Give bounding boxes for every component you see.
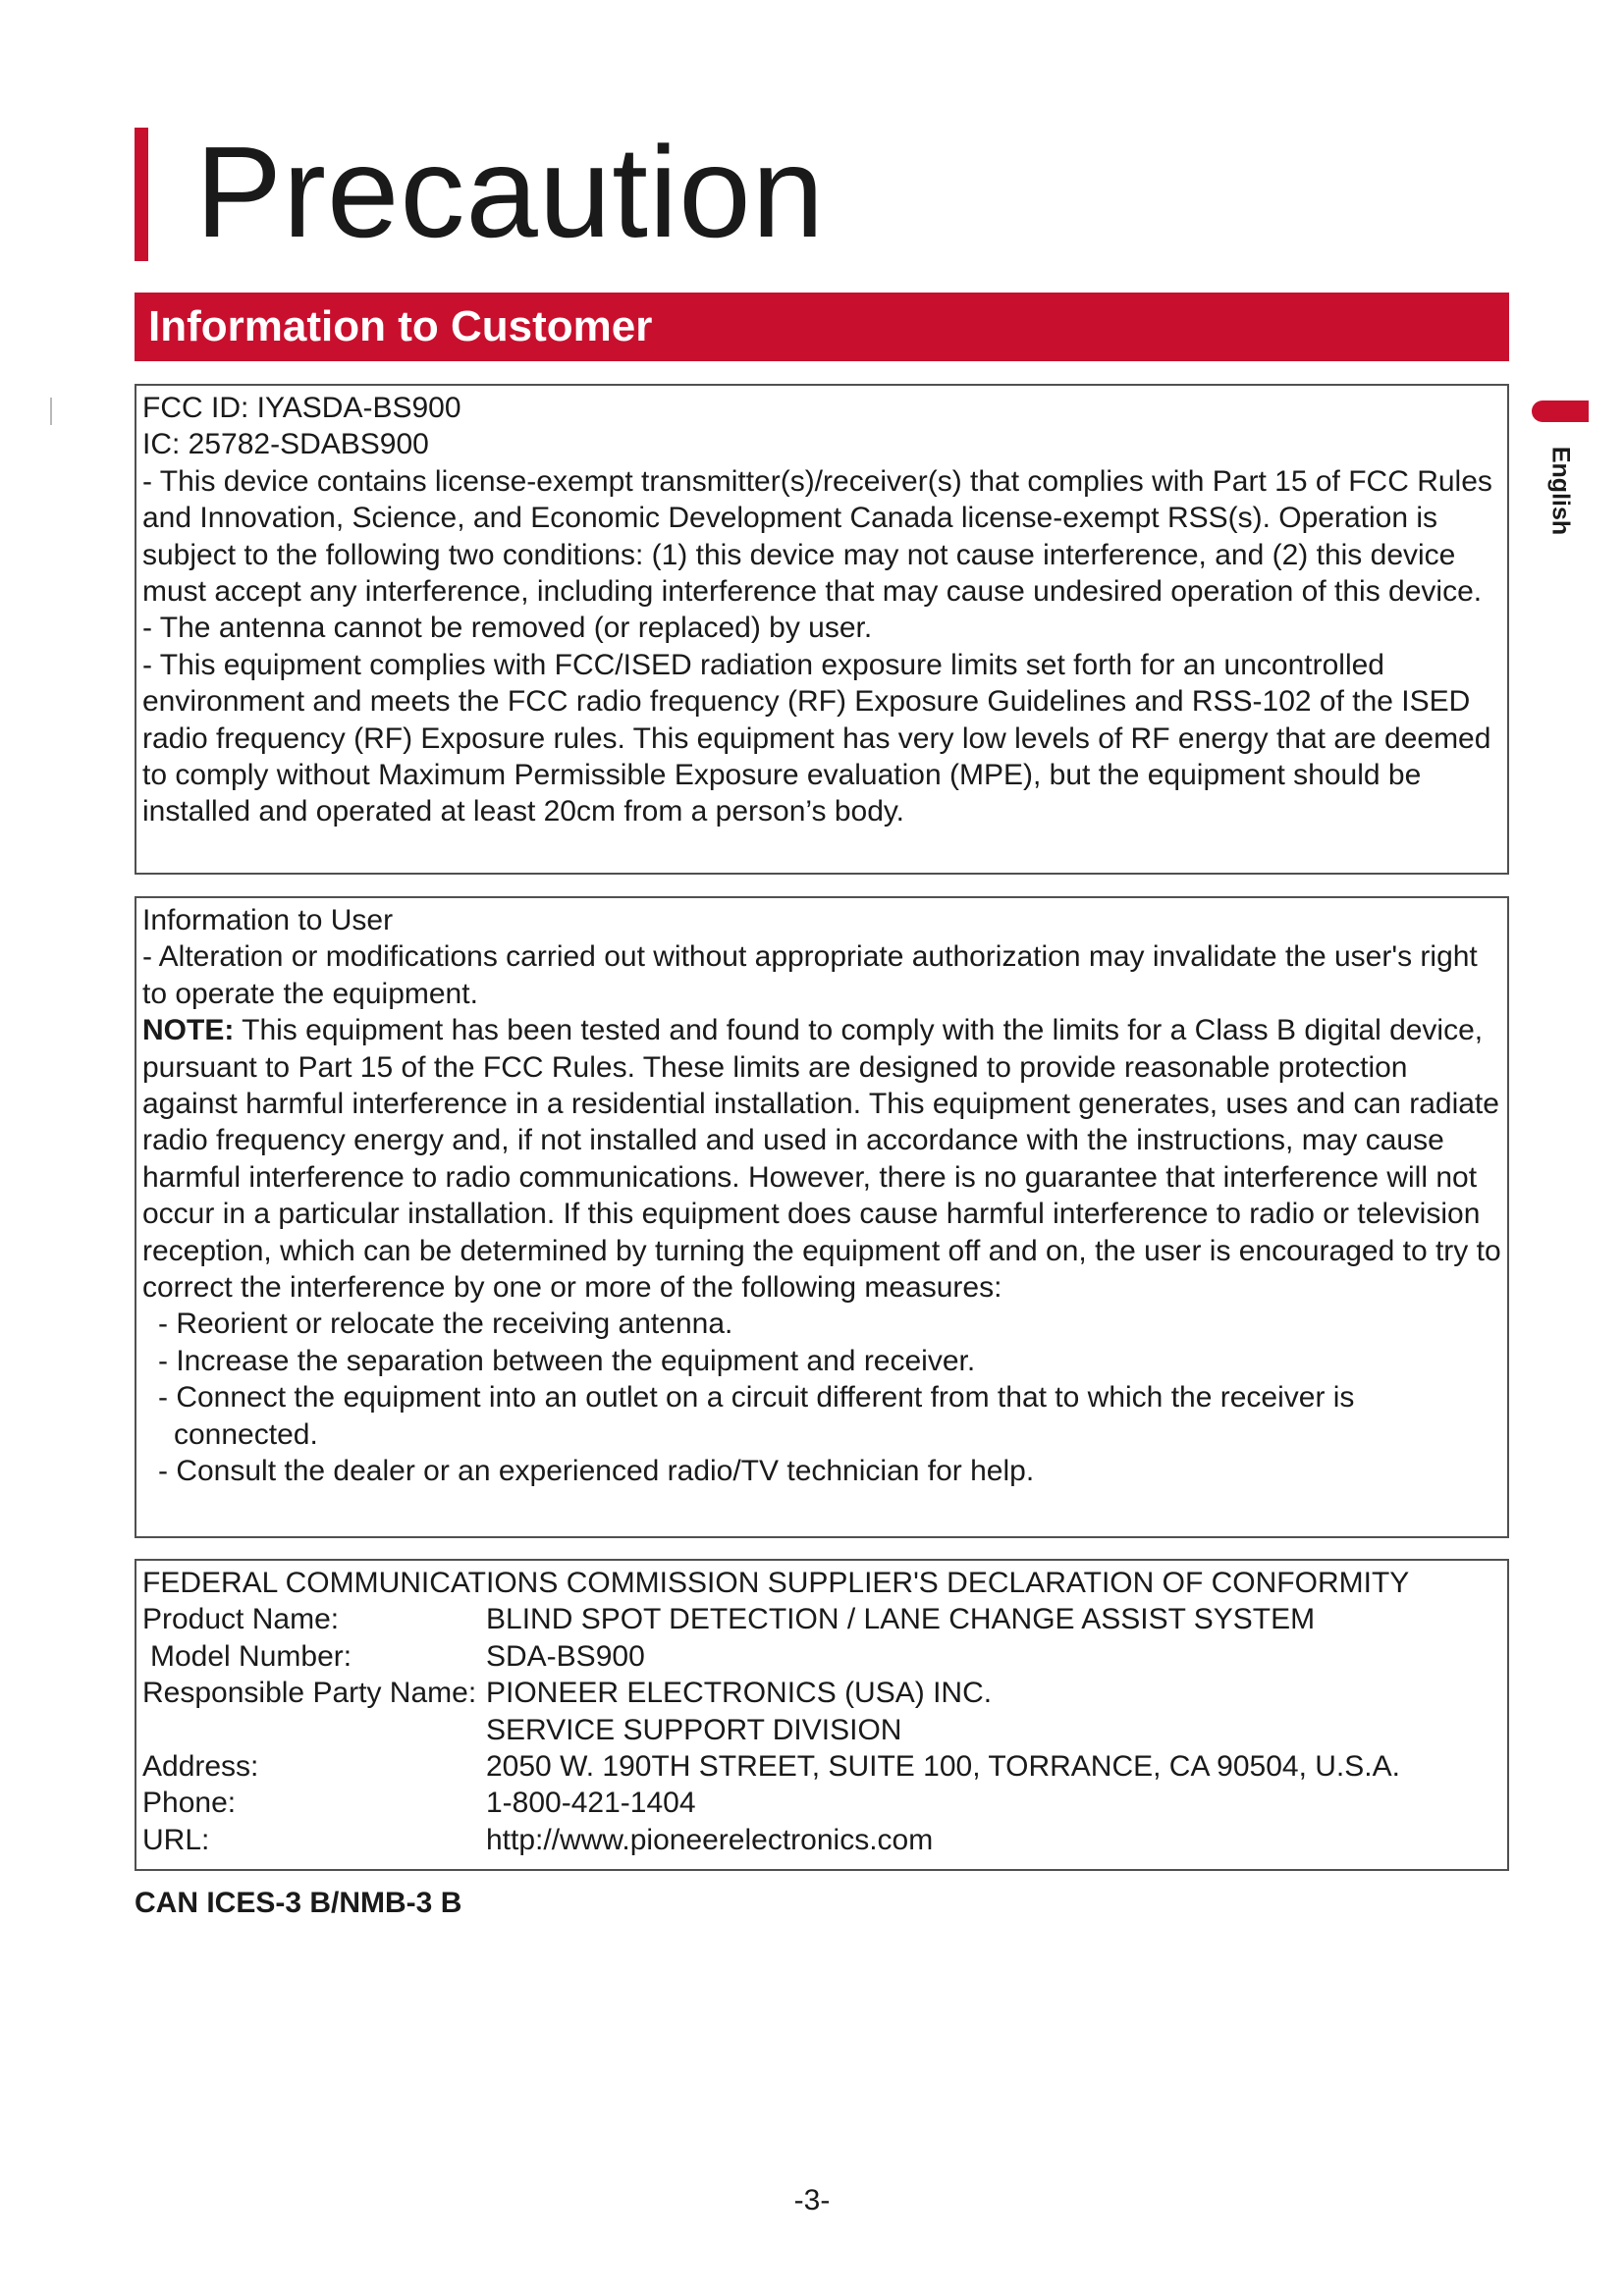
- responsible-party-value: PIONEER ELECTRONICS (USA) INC.: [486, 1677, 993, 1710]
- url-label: URL:: [142, 1823, 210, 1856]
- margin-tick: [50, 398, 52, 425]
- measure-item: - Increase the separation between the equipment and receiver.: [158, 1344, 976, 1377]
- product-name-label: Product Name:: [142, 1603, 340, 1636]
- compliance-statement: - This device contains license-exempt transmitter(s)/receiver(s) that complies with Part 15 of FCC Rules and Innovation, Science, and Economic Development Canada license-exempt RSS(s). Operation is subject to the following two conditions: (1) this device may not cause interference, and (2) this device must accept any interference, including interference that may cause undesired operation of this device.: [142, 464, 1492, 609]
- phone-value: 1-800-421-1404: [486, 1787, 696, 1820]
- address-row: [142, 1748, 1501, 1785]
- responsible-party-label: Responsible Party Name:: [142, 1677, 477, 1710]
- phone-label: Phone:: [142, 1787, 237, 1820]
- product-name-value: BLIND SPOT DETECTION / LANE CHANGE ASSIST SYSTEM: [486, 1603, 1316, 1636]
- model-number-value: SDA-BS900: [486, 1639, 645, 1673]
- language-tab-marker: [1532, 400, 1589, 422]
- declaration-heading: FEDERAL COMMUNICATIONS COMMISSION SUPPLIER'S DECLARATION OF CONFORMITY: [142, 1567, 1410, 1599]
- measure-item: - Connect the equipment into an outlet on a circuit different from that to which the receiver is connected.: [158, 1381, 1355, 1451]
- address-label: Address:: [142, 1750, 259, 1784]
- note-label: NOTE:: [142, 1014, 235, 1047]
- section-header: Information to Customer: [135, 293, 1509, 361]
- note-text: This equipment has been tested and found to comply with the limits for a Class B digital device, pursuant to Part 15 of the FCC Rules. These limits are designed to provide reasonable protection against harmful interference in a residential installation. This equipment generates, uses and can radiate radio frequency energy and, if not installed and used in accordance with the instructions, may cause harmful interference to radio communications. However, there is no guarantee that interference will not occur in a particular installation. If this equipment does cause harmful interference to radio or television reception, which can be determined by turning the equipment off and on, the user is encouraged to try to correct the interference by one or more of the following measures:: [142, 1014, 1501, 1305]
- can-ices-statement: CAN ICES-3 B/NMB-3 B: [135, 1887, 462, 1919]
- user-info-heading: Information to User: [142, 904, 394, 936]
- page-number: -3-: [793, 2184, 831, 2216]
- model-number-label: Model Number:: [150, 1639, 352, 1673]
- url-value: http://www.pioneerelectronics.com: [486, 1823, 934, 1856]
- note-paragraph: [142, 1012, 1501, 1306]
- measure-item: - Reorient or relocate the receiving antenna.: [158, 1308, 733, 1341]
- responsible-party-row: [142, 1675, 1501, 1711]
- antenna-statement: - The antenna cannot be removed (or replaced) by user.: [142, 612, 873, 645]
- product-name-row: [142, 1601, 1501, 1637]
- fcc-id: FCC ID: IYASDA-BS900: [142, 392, 461, 424]
- measure-item: - Consult the dealer or an experienced radio/TV technician for help.: [158, 1455, 1035, 1488]
- ic-id: IC: 25782-SDABS900: [142, 428, 429, 461]
- rf-exposure-statement: - This equipment complies with FCC/ISED radiation exposure limits set forth for an uncontrolled environment and meets the FCC radio frequency (RF) Exposure Guidelines and RSS-102 of the ISED radio frequency (RF) Exposure rules. This equipment has very low levels of RF energy that are deemed to comply without Maximum Permissible Exposure evaluation (MPE), but the equipment should be installed and operated at least 20cm from a person’s body.: [142, 648, 1491, 828]
- phone-row: [142, 1785, 1501, 1821]
- url-row: [142, 1822, 1501, 1858]
- address-value: 2050 W. 190TH STREET, SUITE 100, TORRANCE, CA 90504, U.S.A.: [486, 1750, 1400, 1784]
- responsible-party-division-row: [142, 1712, 1501, 1748]
- page-title-text: Precaution: [195, 120, 826, 264]
- alteration-statement: - Alteration or modifications carried out without appropriate authorization may invalidate the user's right to operate the equipment.: [142, 940, 1478, 1010]
- user-info-box: [135, 896, 1509, 1538]
- customer-info-box: [135, 384, 1509, 875]
- declaration-box: [135, 1559, 1509, 1871]
- model-number-row: [142, 1638, 1501, 1675]
- responsible-party-division: SERVICE SUPPORT DIVISION: [486, 1713, 902, 1746]
- language-tab-label: English: [1546, 446, 1575, 536]
- title-accent-bar: [135, 128, 148, 261]
